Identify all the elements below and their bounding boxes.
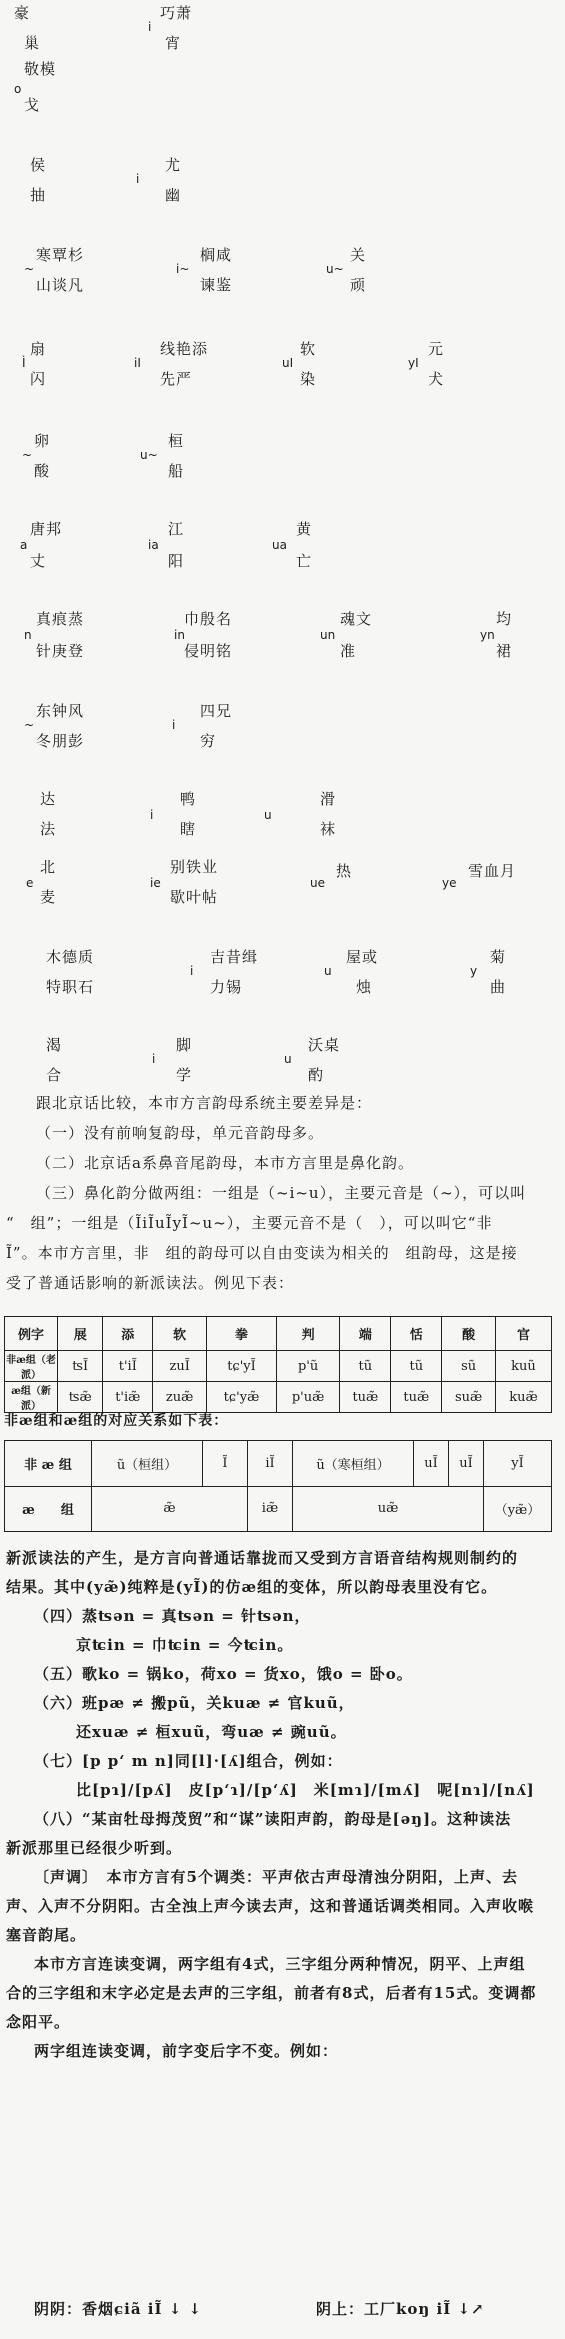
chart-char: 闪	[30, 370, 47, 388]
final-label: iI	[134, 356, 141, 370]
chart-char: 菊	[490, 948, 507, 966]
table-cell: ũ（寒桓组）	[293, 1441, 414, 1487]
chart-char: 达	[40, 790, 57, 808]
final-label: u	[264, 808, 272, 822]
tone-example: 阴上：工厂koŋ iĨ ↓↗	[316, 2300, 485, 2318]
final-label: i	[148, 20, 152, 34]
chart-char: 四兄	[200, 702, 233, 720]
final-label: e	[26, 876, 34, 890]
table-header-cell: 添	[103, 1317, 153, 1351]
chart-char: 敬模	[24, 60, 57, 78]
final-label: u	[284, 1052, 292, 1066]
chart-char: 丈	[30, 552, 47, 570]
chart-char: 软	[300, 340, 317, 358]
table-cell: uĨ	[449, 1441, 484, 1487]
chart-char: 幽	[165, 186, 182, 204]
chart-char: 别铁业	[170, 858, 219, 876]
paragraph: 受了普通话影响的新派读法。例见下表：	[6, 1274, 295, 1292]
final-label: uI	[282, 356, 294, 370]
chart-char: 瞎	[180, 820, 197, 838]
table-header-cell: 软	[153, 1317, 207, 1351]
table-row-label: 非æ组（老派）	[5, 1351, 58, 1382]
chart-char: 东钟风	[36, 702, 85, 720]
final-label: u	[324, 964, 332, 978]
chart-char: 巧萧	[160, 4, 193, 22]
table-cell: （yæ̃）	[484, 1486, 552, 1532]
table-cell: yĨ	[484, 1441, 552, 1487]
chart-char: 均	[496, 610, 513, 628]
table-cell: æ̃	[92, 1486, 248, 1532]
chart-char: 歇叶帖	[170, 888, 219, 906]
final-label: i	[150, 808, 154, 822]
chart-char: 扇	[30, 340, 47, 358]
chart-char: 脚	[176, 1036, 193, 1054]
final-label: ~	[24, 262, 35, 276]
final-label: i	[190, 964, 194, 978]
final-label: i~	[176, 262, 190, 276]
chart-char: 戈	[24, 96, 41, 114]
body-text-block	[6, 1088, 558, 1298]
paragraph: 〔声调〕 本市方言有5个调类：平声依古声母清浊分阴阳，上声、去	[34, 1868, 518, 1886]
paragraph: 本市方言连读变调，两字组有4式，三字组分两种情况，阴平、上声组	[34, 1955, 526, 1973]
final-label: ~	[22, 448, 33, 462]
paragraph: （三）鼻化韵分做两组：一组是（~i~u），主要元音是（~），可以叫	[36, 1184, 527, 1202]
table-row	[5, 1351, 552, 1382]
chart-char: 酌	[308, 1066, 325, 1084]
chart-char: 榈咸	[200, 246, 233, 264]
chart-char: 雪血月	[468, 862, 517, 880]
chart-char: 热	[336, 862, 353, 880]
chart-char: 准	[340, 642, 357, 660]
paragraph: （八）“某亩牡母拇茂贸”和“谋”读阳声韵，韵母是[əŋ]。这种读法	[34, 1810, 512, 1828]
tone-example: 阴阴：香烟ɕiã iĨ ↓ ↓	[34, 2300, 203, 2318]
final-label: ie	[150, 876, 161, 890]
paragraph: 跟北京话比较，本市方言韵母系统主要差异是：	[36, 1094, 373, 1112]
paragraph: （七）[p p‘ m n]同[l]·[ʎ]组合，例如：	[34, 1752, 343, 1770]
chart-char: 抽	[30, 186, 47, 204]
chart-char: 特职石	[46, 978, 95, 996]
final-label: ia	[148, 538, 159, 552]
chart-char: 穷	[200, 732, 217, 750]
table-cell: zuæ̃	[153, 1382, 207, 1413]
table-cell: zuĨ	[153, 1351, 207, 1382]
chart-char: 江	[168, 520, 185, 538]
table-caption: 非æ组和æ组的对应关系如下表：	[4, 1413, 229, 1429]
table-cell: p'uæ̃	[276, 1382, 340, 1413]
chart-char: 元	[428, 340, 445, 358]
final-label: i	[172, 718, 176, 732]
paragraph: 塞音韵尾。	[6, 1926, 87, 1944]
final-label: ua	[272, 538, 287, 552]
paragraph: （二）北京话a系鼻音尾韵母，本市方言里是鼻化韵。	[36, 1154, 414, 1172]
chart-char: 犬	[428, 370, 445, 388]
comparison-table	[4, 1316, 552, 1413]
table-header-cell: 拳	[207, 1317, 277, 1351]
chart-char: 渴	[46, 1036, 63, 1054]
table-row-label: æ 组	[5, 1486, 92, 1532]
final-label: i	[136, 172, 140, 186]
chart-char: 鸭	[180, 790, 197, 808]
table-row	[5, 1382, 552, 1413]
correspondence-table	[4, 1440, 552, 1532]
table-cell: iĨ	[248, 1441, 293, 1487]
table-cell: ʦĨ	[58, 1351, 103, 1382]
chart-char: 黄	[296, 520, 313, 538]
table-cell: Ĩ	[203, 1441, 248, 1487]
chart-char: 巢	[24, 34, 41, 52]
chart-char: 染	[300, 370, 317, 388]
final-label: in	[174, 628, 185, 642]
chart-char: 尤	[165, 156, 182, 174]
table-cell: tũ	[340, 1351, 391, 1382]
table-cell: t'iĨ	[103, 1351, 153, 1382]
final-label: u~	[326, 262, 344, 276]
table-cell: tuæ̃	[391, 1382, 442, 1413]
chart-char: 滑	[320, 790, 337, 808]
final-label: ye	[442, 876, 457, 890]
table-header-cell: 例字	[5, 1317, 58, 1351]
final-label: Ì	[22, 356, 26, 370]
final-label: yI	[408, 356, 419, 370]
chart-char: 寒覃杉	[36, 246, 85, 264]
paragraph: “ 组”；一组是（ĨiĨuĨyĨ~u~），主要元音不是（ ），可以叫它“非	[6, 1214, 493, 1232]
final-label: n	[24, 628, 32, 642]
chart-char: 木德质	[46, 948, 95, 966]
chart-char: 酸	[34, 462, 51, 480]
paragraph: 声、入声不分阴阳。古全浊上声今读去声，这和普通话调类相同。入声收喉	[6, 1897, 535, 1915]
table-row-label: æ组（新派）	[5, 1382, 58, 1413]
chart-char: 针庚登	[36, 642, 85, 660]
table-row	[5, 1441, 552, 1487]
table-cell: p'ũ	[276, 1351, 340, 1382]
chart-char: 曲	[490, 978, 507, 996]
chart-char: 顽	[350, 276, 367, 294]
paragraph: 念阳平。	[6, 2013, 71, 2031]
paragraph: （四）蒸ʦən = 真ʦən = 针ʦən，	[34, 1607, 311, 1625]
chart-char: 北	[40, 858, 57, 876]
final-label: o	[14, 82, 22, 96]
chart-char: 魂文	[340, 610, 373, 628]
paragraph: 两字组连读变调，前字变后字不变。例如：	[34, 2042, 339, 2060]
chart-char: 学	[176, 1066, 193, 1084]
paragraph: （五）歌ko = 锅ko，荷xo = 货xo，饿o = 卧o。	[34, 1665, 413, 1683]
paragraph: 合的三字组和末字必定是去声的三字组，前者有8式，后者有15式。变调都	[6, 1984, 537, 2002]
paragraph: 新派读法的产生，是方言向普通话靠拢而又受到方言语音结构规则制约的	[6, 1549, 519, 1567]
chart-char: 阳	[168, 552, 185, 570]
paragraph: 还xuæ ≠ 桓xuũ，弯uæ ≠ 豌uũ。	[76, 1723, 347, 1741]
chart-char: 合	[46, 1066, 63, 1084]
table-row-label: 非 æ 组	[5, 1441, 92, 1487]
chart-char: 巾殷名	[184, 610, 233, 628]
chart-char: 豪	[14, 4, 31, 22]
table-cell: ũ（桓组）	[92, 1441, 203, 1487]
final-label: ue	[310, 876, 325, 890]
chart-char: 唐邦	[30, 520, 63, 538]
chart-char: 卵	[34, 432, 51, 450]
paragraph: 京ʨin = 巾ʨin = 今ʨin。	[76, 1636, 294, 1654]
chart-char: 烛	[356, 978, 373, 996]
paragraph: 比[pɿ]/[pʎ] 皮[p‘ɿ]/[p‘ʎ] 米[mɿ]/[mʎ] 呢[nɿ]/[nʎ]	[76, 1781, 535, 1799]
table-cell: tuæ̃	[340, 1382, 391, 1413]
final-label: a	[20, 538, 28, 552]
paragraph: 新派那里已经很少听到。	[6, 1839, 183, 1857]
chart-char: 侵明铭	[184, 642, 233, 660]
chart-char: 沃桌	[308, 1036, 341, 1054]
chart-char: 吉昔缉	[210, 948, 259, 966]
table-cell: ʦæ̃	[58, 1382, 103, 1413]
chart-char: 桓	[168, 432, 185, 450]
chart-char: 关	[350, 246, 367, 264]
chart-char: 真痕蒸	[36, 610, 85, 628]
chart-char: 裙	[496, 642, 513, 660]
chart-char: 冬朋彭	[36, 732, 85, 750]
table-cell: tɕ'yæ̃	[207, 1382, 277, 1413]
chart-char: 屋或	[346, 948, 379, 966]
table-header-cell: 判	[276, 1317, 340, 1351]
chart-char: 亡	[296, 552, 313, 570]
final-label: y	[470, 964, 478, 978]
table-cell: sũ	[442, 1351, 496, 1382]
table-header-cell: 官	[495, 1317, 551, 1351]
table-cell: iæ̃	[248, 1486, 293, 1532]
chart-char: 袜	[320, 820, 337, 838]
table-header-row	[5, 1317, 552, 1351]
final-label: un	[320, 628, 336, 642]
table-row	[5, 1486, 552, 1532]
table-header-cell: 端	[340, 1317, 391, 1351]
final-label: u~	[140, 448, 158, 462]
table-header-cell: 恬	[391, 1317, 442, 1351]
table-header-cell: 展	[58, 1317, 103, 1351]
chart-char: 侯	[30, 156, 47, 174]
table-cell: tɕ'yĨ	[207, 1351, 277, 1382]
table-cell: tũ	[391, 1351, 442, 1382]
paragraph: 结果。其中(yæ̃)纯粹是(yĨ)的仿æ组的变体，所以韵母表里没有它。	[6, 1578, 498, 1596]
table-cell: suæ̃	[442, 1382, 496, 1413]
chart-char: 山谈凡	[36, 276, 85, 294]
chart-char: 宵	[165, 34, 182, 52]
table-cell: t'iæ̃	[103, 1382, 153, 1413]
final-label: i	[152, 1052, 156, 1066]
final-label: yn	[480, 628, 495, 642]
chart-char: 船	[168, 462, 185, 480]
chart-char: 先严	[160, 370, 193, 388]
chart-char: 谏鉴	[200, 276, 233, 294]
table-cell: uæ̃	[293, 1486, 484, 1532]
paragraph: （一）没有前响复韵母，单元音韵母多。	[36, 1124, 325, 1142]
table-cell: kuæ̃	[495, 1382, 551, 1413]
table-cell: uĨ	[414, 1441, 449, 1487]
chart-char: 法	[40, 820, 57, 838]
chart-char: 力锡	[210, 978, 243, 996]
table-header-cell: 酸	[442, 1317, 496, 1351]
chart-char: 麦	[40, 888, 57, 906]
table-cell: kuũ	[495, 1351, 551, 1382]
body-text-block	[6, 1544, 558, 2066]
final-label: ~	[24, 718, 35, 732]
paragraph: Ĩ”。本市方言里，非 组的韵母可以自由变读为相关的 组韵母，这是接	[6, 1244, 518, 1262]
paragraph: （六）班pæ ≠ 搬pũ，关kuæ ≠ 官kuũ，	[34, 1694, 355, 1712]
chart-char: 线艳添	[160, 340, 209, 358]
